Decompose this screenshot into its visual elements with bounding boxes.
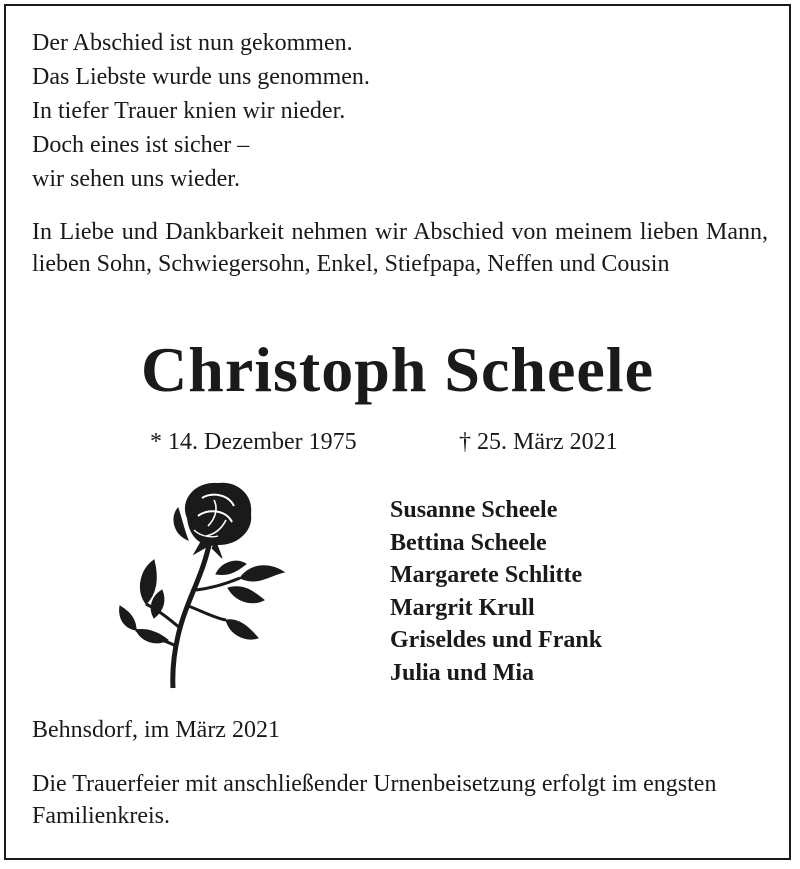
funeral-note: Die Trauerfeier mit anschließender Urnenbeisetzung erfolgt im engsten Familienkreis. <box>32 771 717 829</box>
deceased-name: Christoph Scheele <box>141 334 654 405</box>
mourner-name: Susanne Scheele <box>390 497 558 523</box>
poem-line: Das Liebste wurde uns genommen. <box>32 64 370 90</box>
rose-icon <box>118 478 292 690</box>
mourner-name: Margarete Schlitte <box>390 562 583 588</box>
intro-text: In Liebe und Dankbarkeit nehmen wir Abschied von meinem lieben Mann, lieben Sohn, Schwiegersohn, Enkel, Stiefpapa, Neffen und Cousin <box>32 219 768 277</box>
death-date: † 25. März 2021 <box>459 429 618 455</box>
birth-date: * 14. Dezember 1975 <box>150 429 357 455</box>
poem <box>32 26 370 196</box>
poem-line: Der Abschied ist nun gekommen. <box>32 30 353 56</box>
poem-line: Doch eines ist sicher – <box>32 132 250 158</box>
mourner-name: Julia und Mia <box>390 659 535 686</box>
place-date: Behnsdorf, im März 2021 <box>32 717 280 743</box>
mourners-list <box>390 494 602 689</box>
mourner-name: Griseldes und Frank <box>390 627 603 653</box>
poem-line: In tiefer Trauer knien wir nieder. <box>32 98 346 124</box>
mourner-name: Bettina Scheele <box>390 529 547 556</box>
poem-line: wir sehen uns wieder. <box>32 166 240 192</box>
mourner-name: Margrit Krull <box>390 594 535 621</box>
